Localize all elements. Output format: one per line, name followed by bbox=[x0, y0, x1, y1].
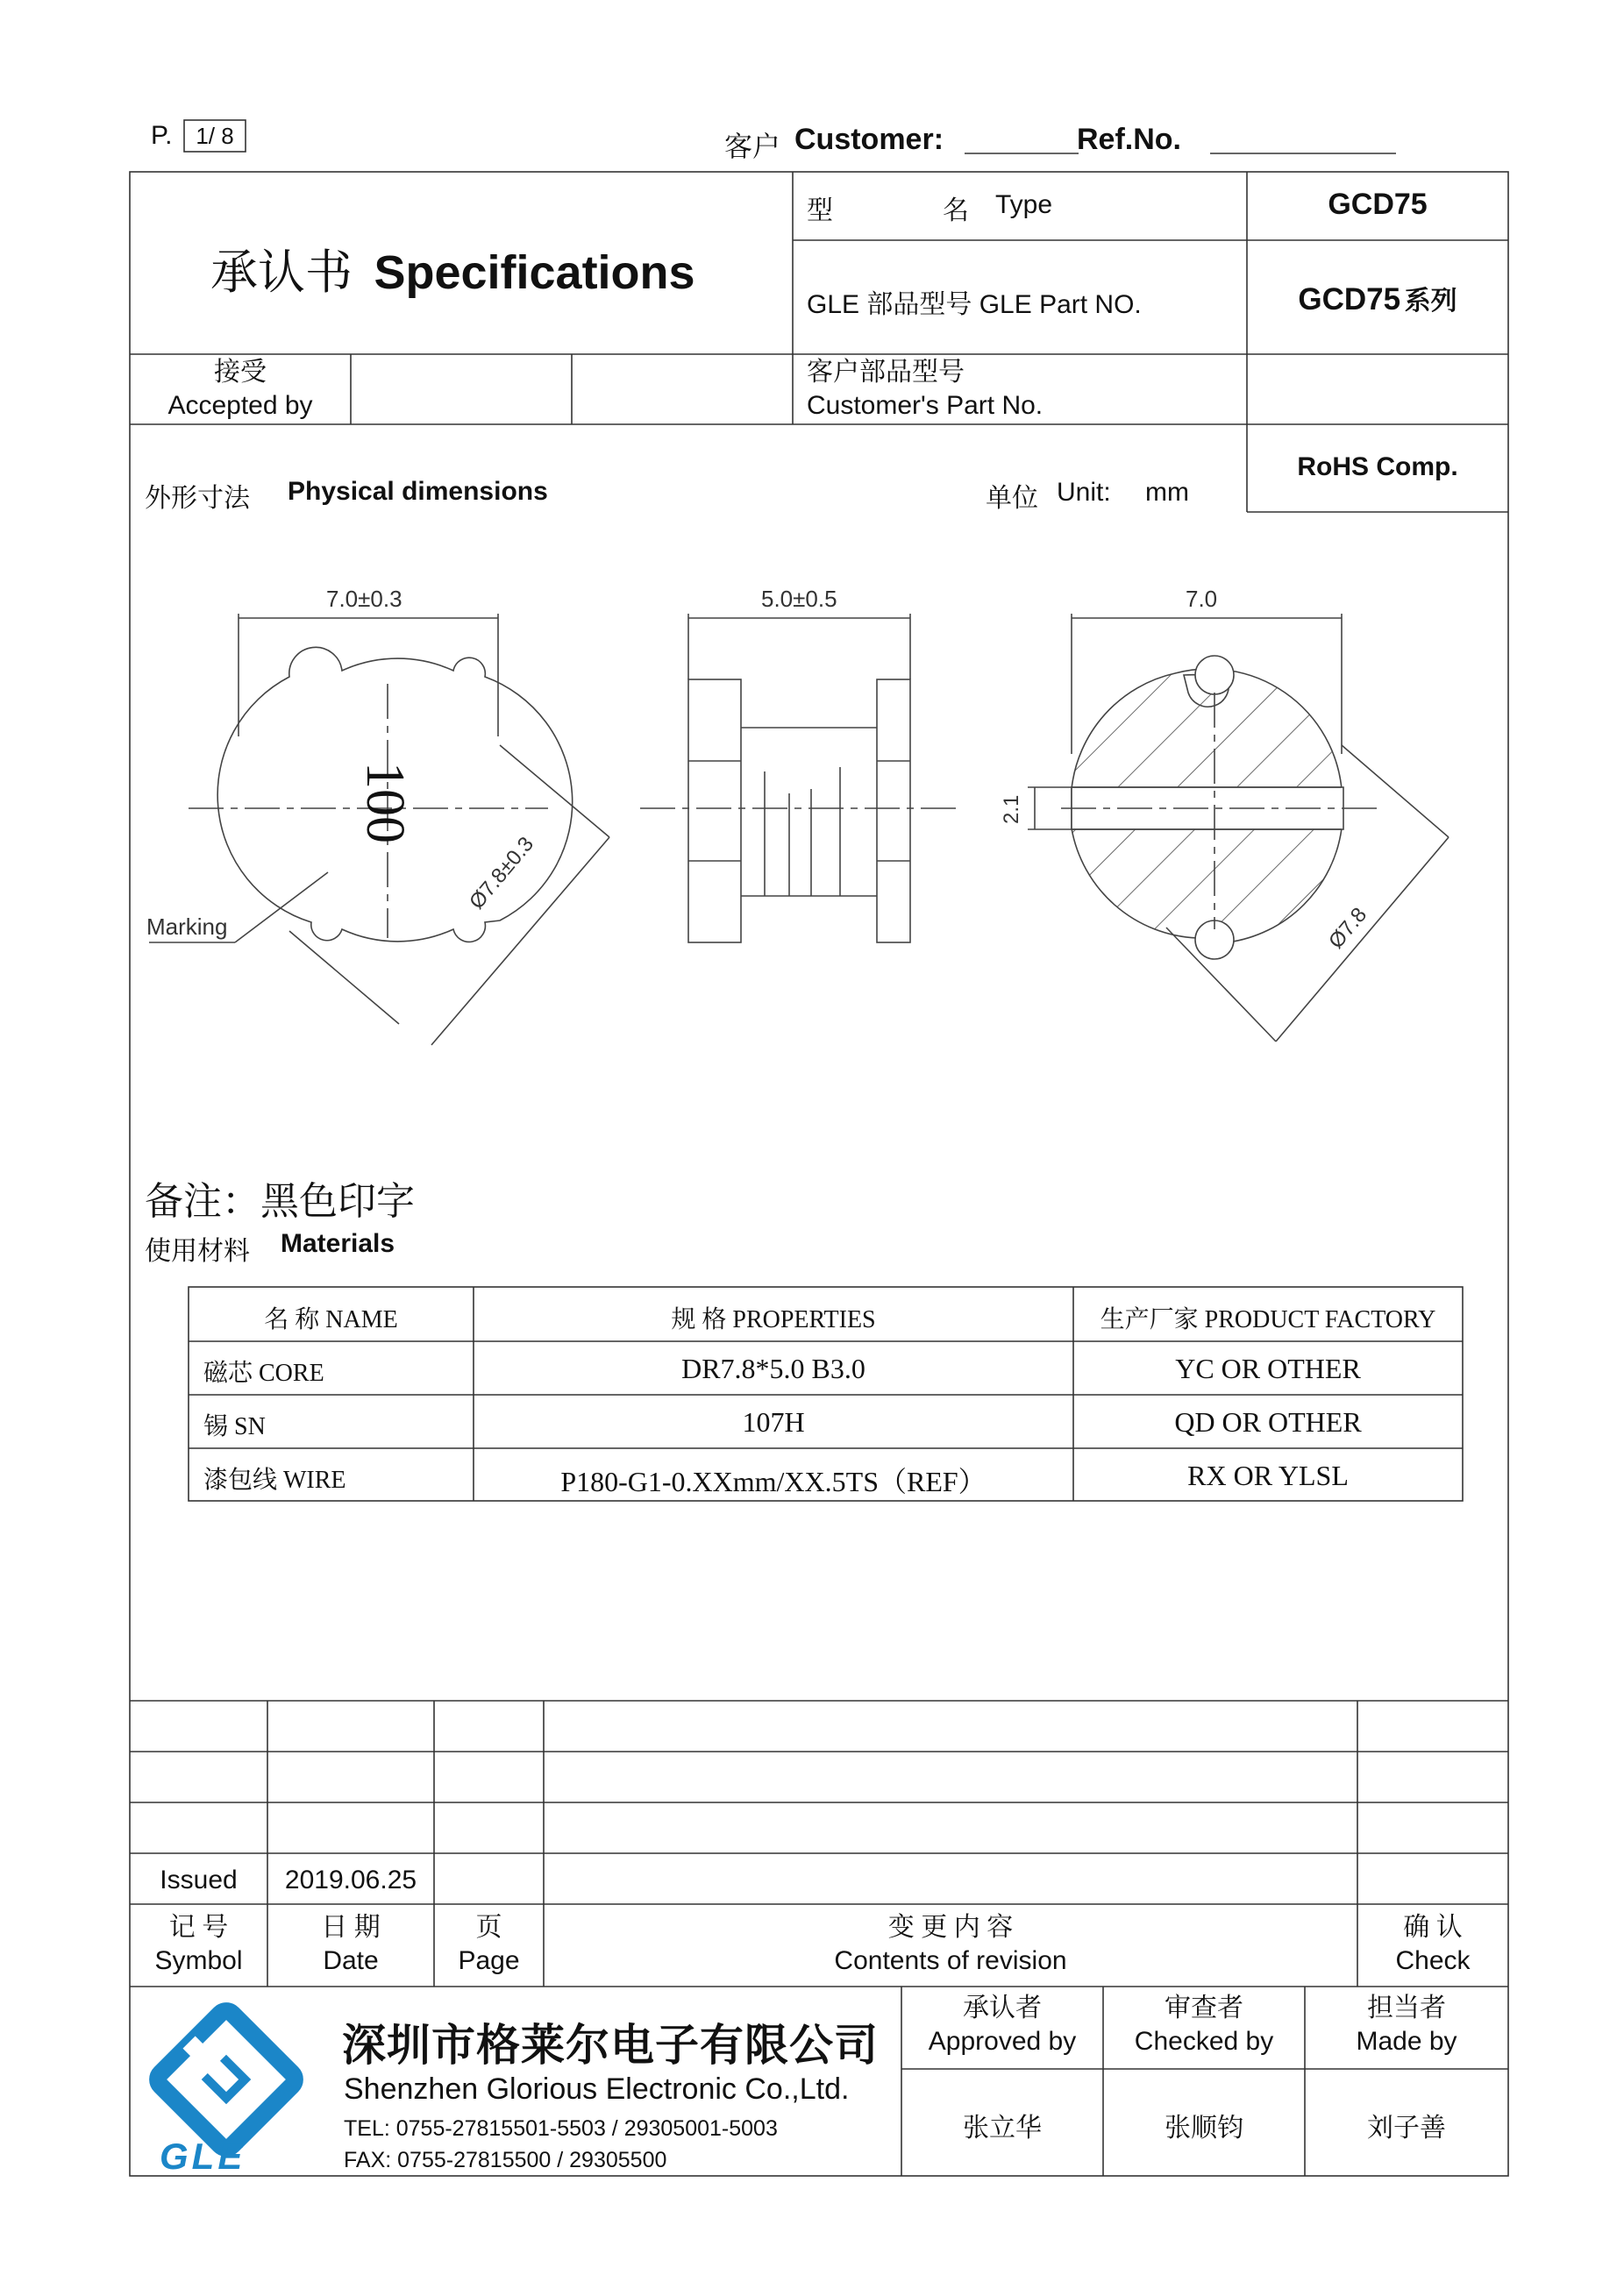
part-value-main: GCD75 bbox=[1298, 282, 1401, 316]
company-name-en: Shenzhen Glorious Electronic Co.,Ltd. bbox=[344, 2072, 850, 2106]
part-value-suffix: 系列 bbox=[1404, 287, 1457, 316]
made-cn: 担当者 bbox=[1367, 1994, 1446, 2022]
checked-cn: 审查者 bbox=[1165, 1994, 1243, 2022]
table-row-sn-factory: QD OR OTHER bbox=[1174, 1406, 1362, 1438]
approved-by-name: 张立华 bbox=[963, 2114, 1042, 2143]
table-row-core-name: 磁芯 CORE bbox=[203, 1360, 324, 1387]
issued-date: 2019.06.25 bbox=[284, 1866, 417, 1894]
symbol-en: Symbol bbox=[154, 1945, 243, 1975]
checked-en: Checked by bbox=[1134, 2026, 1274, 2056]
company-fax: FAX: 0755-27815500 / 29305500 bbox=[344, 2148, 667, 2172]
table-header-factory: 生产厂家 PRODUCT FACTORY bbox=[1100, 1306, 1436, 1333]
materials-heading-cn: 使用材料 bbox=[145, 1237, 250, 1266]
table-row-wire-factory: RX OR YLSL bbox=[1187, 1460, 1349, 1491]
contents-cn: 变 更 内 容 bbox=[887, 1913, 1014, 1942]
table-header-name: 名 称 NAME bbox=[264, 1306, 398, 1333]
approved-en: Approved by bbox=[928, 2026, 1077, 2056]
unit-label-cn: 单位 bbox=[986, 484, 1038, 513]
checked-by-name: 张顺钧 bbox=[1165, 2114, 1243, 2143]
page-prefix: P. bbox=[151, 121, 173, 150]
accepted-en: Accepted by bbox=[167, 390, 313, 420]
materials-heading-en: Materials bbox=[281, 1229, 395, 1258]
title-cn: 承认书 bbox=[210, 246, 353, 299]
type-value: GCD75 bbox=[1328, 188, 1428, 221]
customer-part-cn: 客户部品型号 bbox=[807, 358, 965, 387]
front-width-dim: 7.0±0.3 bbox=[326, 586, 402, 612]
dimensions-heading-en: Physical dimensions bbox=[288, 477, 548, 506]
customer-part-en: Customer's Part No. bbox=[807, 390, 1043, 420]
check-en: Check bbox=[1395, 1945, 1471, 1975]
gle-logo-icon bbox=[153, 2007, 298, 2151]
marking-label: Marking bbox=[146, 913, 228, 940]
table-row-sn-properties: 107H bbox=[742, 1406, 805, 1438]
checked-by-header bbox=[1103, 1992, 1305, 2058]
accepted-cn: 接受 bbox=[214, 358, 267, 387]
table-row-core-factory: YC OR OTHER bbox=[1175, 1353, 1361, 1384]
table-row-sn-name: 锡 SN bbox=[203, 1413, 266, 1440]
side-width-dim: 5.0±0.5 bbox=[761, 586, 837, 612]
company-name-cn: 深圳市格莱尔电子有限公司 bbox=[342, 2021, 879, 2070]
remark-text: 备注：黑色印字 bbox=[145, 1180, 415, 1223]
front-diameter-dim: Ø7.8±0.3 bbox=[465, 832, 539, 914]
unit-value: mm bbox=[1145, 478, 1189, 507]
date-cn: 日 期 bbox=[321, 1913, 381, 1942]
ref-no-label: Ref.No. bbox=[1077, 123, 1181, 156]
made-by-name: 刘子善 bbox=[1367, 2114, 1446, 2143]
date-en: Date bbox=[323, 1945, 379, 1975]
table-row-wire-name: 漆包线 WIRE bbox=[203, 1467, 346, 1494]
issued-label: Issued bbox=[160, 1866, 238, 1894]
dimensions-heading-cn: 外形寸法 bbox=[145, 484, 250, 513]
contents-en: Contents of revision bbox=[834, 1945, 1067, 1975]
made-en: Made by bbox=[1356, 2026, 1457, 2056]
page-cn: 页 bbox=[475, 1913, 502, 1942]
front-marking-text: 100 bbox=[355, 762, 415, 843]
customer-label-cn: 客户 bbox=[724, 131, 781, 162]
type-label-en: Type bbox=[995, 190, 1053, 219]
table-row-core-properties: DR7.8*5.0 B3.0 bbox=[681, 1353, 865, 1384]
rohs-badge: RoHS Comp. bbox=[1297, 452, 1458, 481]
back-gap-dim: 2.1 bbox=[1000, 794, 1023, 824]
title-en: Specifications bbox=[374, 246, 695, 299]
type-label-cn2: 名 bbox=[943, 196, 969, 225]
approved-by-header bbox=[901, 1992, 1103, 2058]
back-width-dim: 7.0 bbox=[1186, 586, 1218, 612]
table-header-properties: 规 格 PROPERTIES bbox=[671, 1306, 876, 1333]
symbol-cn: 记 号 bbox=[168, 1913, 229, 1942]
customer-label-en: Customer: bbox=[794, 123, 944, 156]
gle-logo-text: GLE bbox=[160, 2136, 246, 2177]
company-tel: TEL: 0755-27815501-5503 / 29305001-5003 bbox=[344, 2116, 778, 2141]
table-row-wire-properties: P180-G1-0.XXmm/XX.5TS（REF） bbox=[560, 1466, 987, 1497]
approved-cn: 承认者 bbox=[963, 1994, 1042, 2022]
made-by-header bbox=[1305, 1992, 1508, 2058]
part-no-label: GLE 部品型号 GLE Part NO. bbox=[807, 290, 1142, 319]
page-en: Page bbox=[458, 1945, 520, 1975]
unit-label-en: Unit: bbox=[1057, 478, 1111, 507]
type-label-cn1: 型 bbox=[807, 196, 833, 225]
page-number: 1/ 8 bbox=[196, 123, 234, 149]
back-diameter-dim: Ø7.8 bbox=[1324, 903, 1372, 954]
check-cn: 确 认 bbox=[1403, 1913, 1463, 1942]
